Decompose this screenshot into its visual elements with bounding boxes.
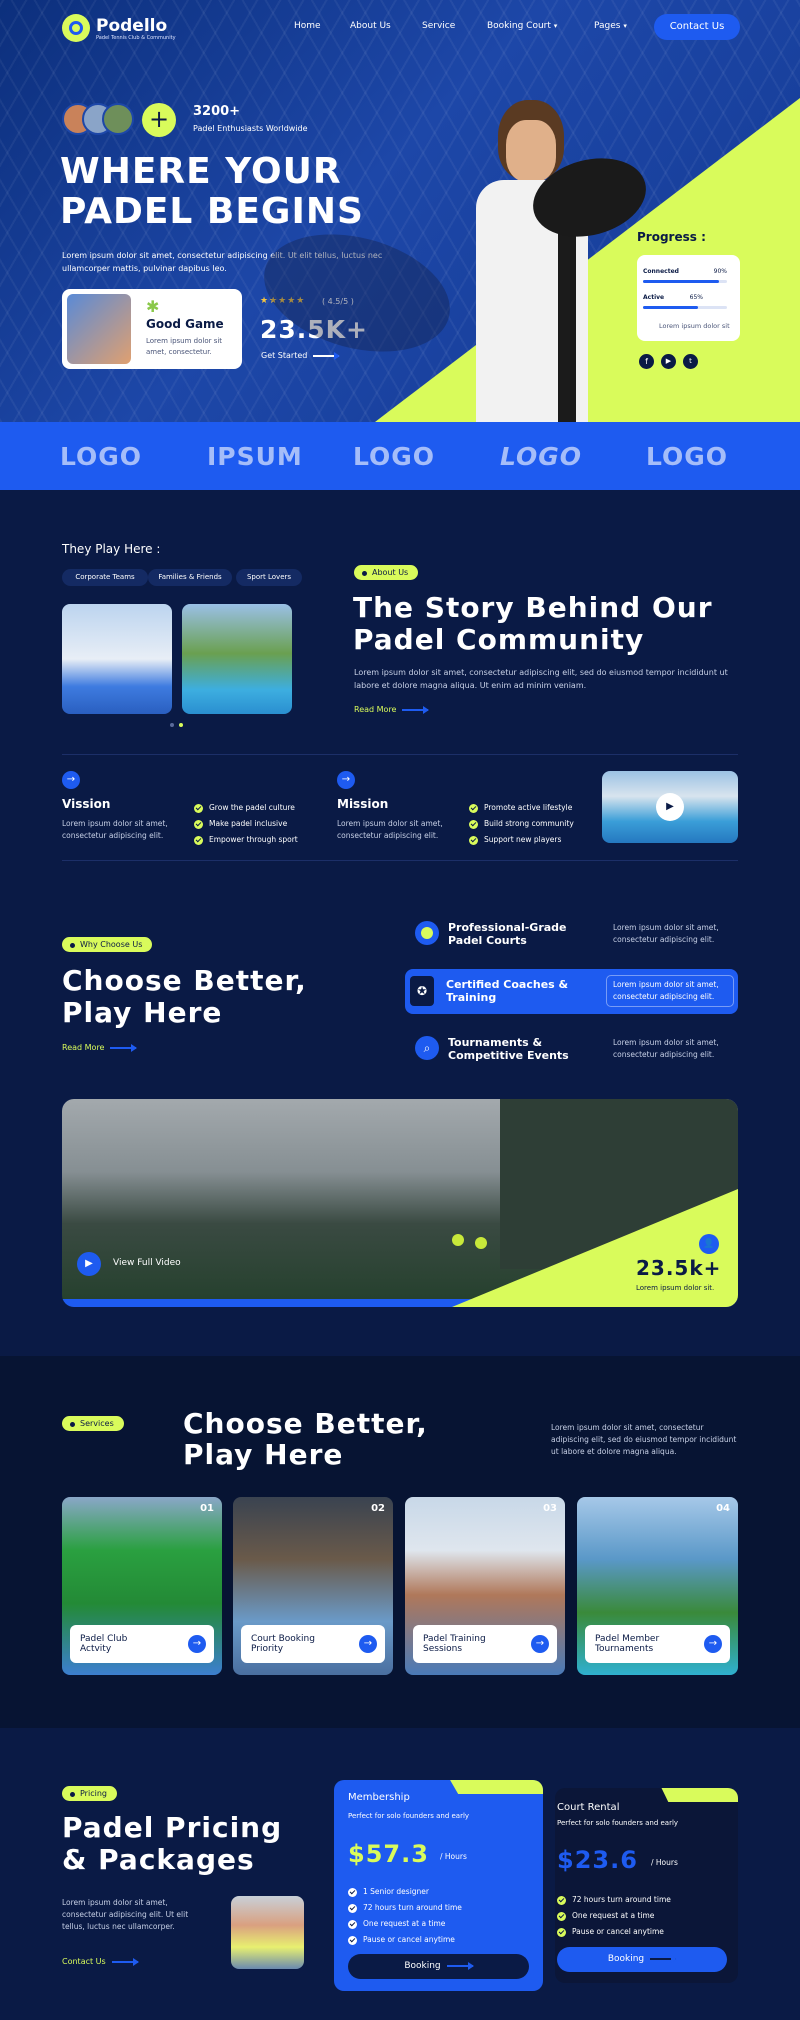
pricing-title-line1: Padel Pricing	[62, 1811, 283, 1844]
list-item-label: Empower through sport	[209, 835, 298, 844]
nav-service[interactable]: Service	[422, 21, 456, 31]
nav-booking-court[interactable]	[487, 21, 557, 31]
feature-description: Lorem ipsum dolor sit amet, consectetur adipiscing elit.	[613, 923, 719, 944]
pricing-description: Lorem ipsum dolor sit amet, consectetur adipiscing elit. Ut elit tellus, luctus nec ullamcorper.	[62, 1898, 189, 1931]
about-pill-label: About Us	[354, 565, 418, 580]
court-photo	[62, 604, 172, 714]
video-stat-label: Lorem ipsum dolor sit.	[636, 1284, 715, 1292]
why-read-more-link[interactable]	[62, 1043, 136, 1052]
card-accent	[442, 1780, 543, 1794]
slider-dot-active[interactable]	[179, 723, 183, 727]
list-item-label: Build strong community	[484, 819, 574, 828]
service-card[interactable]	[62, 1497, 222, 1675]
progress-note: Lorem ipsum dolor sit	[659, 322, 730, 330]
nav-about[interactable]: About Us	[350, 21, 391, 31]
partner-logo: LOGO	[60, 442, 143, 471]
brand-name[interactable]: Podello	[96, 16, 168, 36]
arrow-right-icon[interactable]: →	[62, 771, 80, 789]
list-item-label: 72 hours turn around time	[363, 1903, 462, 1912]
service-number: 02	[371, 1503, 385, 1514]
feature-title: Tournaments & Competitive Events	[448, 1036, 569, 1062]
read-more-label: Read More	[62, 1043, 105, 1052]
list-item	[348, 1884, 462, 1900]
list-item	[469, 832, 574, 848]
chevron-down-icon: ▾	[553, 22, 558, 30]
pricing-contact-link[interactable]	[62, 1957, 138, 1966]
star-rating-icon: ★★★★★	[260, 296, 306, 306]
search-icon: ⌕	[415, 1036, 439, 1060]
services-description: Lorem ipsum dolor sit amet, consectetur adipiscing elit, sed do eiusmod tempor incididunt ut labore et dolore magna aliqua.	[551, 1423, 737, 1456]
get-started-label: Get Started	[261, 351, 308, 360]
court-photo	[182, 604, 292, 714]
nav-home[interactable]: Home	[294, 21, 321, 31]
good-game-text: Lorem ipsum dolor sit amet, consectetur.	[146, 337, 223, 356]
pricing-pill-label: Pricing	[62, 1786, 117, 1801]
list-item	[469, 800, 574, 816]
why-title-line2: Play Here	[62, 996, 223, 1029]
plan-features	[557, 1892, 671, 1940]
list-item	[194, 800, 298, 816]
check-icon	[557, 1928, 566, 1937]
check-icon	[348, 1920, 357, 1929]
arrow-right-icon[interactable]: →	[188, 1635, 206, 1653]
services-pill-label: Services	[62, 1416, 124, 1431]
about-pill	[354, 560, 418, 580]
vision-list	[194, 800, 298, 848]
plan-name: Court Rental	[557, 1802, 620, 1813]
tag-chip[interactable]: Corporate Teams	[62, 569, 148, 586]
list-item-label: 72 hours turn around time	[572, 1895, 671, 1904]
brand-tagline: Padel Tennis Club & Community	[96, 35, 176, 41]
service-name	[80, 1634, 127, 1654]
service-label-box	[241, 1625, 385, 1663]
divider	[62, 860, 738, 861]
contact-us-button[interactable]: Contact Us	[654, 14, 740, 40]
about-title-line1: The Story Behind Our	[353, 591, 713, 624]
tennis-ball	[475, 1237, 487, 1249]
player-photo	[67, 294, 131, 364]
about-description: Lorem ipsum dolor sit amet, consectetur adipiscing elit, sed do eiusmod tempor incididunt ut labore et dolore magna aliqua. Ut enim ad minim veniam.	[354, 668, 728, 690]
service-name-line2: Sessions	[423, 1644, 463, 1654]
avatar	[102, 103, 134, 135]
arrow-right-icon[interactable]: →	[704, 1635, 722, 1653]
service-name-line1: Padel Club	[80, 1634, 128, 1644]
medal-icon: ✪	[410, 976, 434, 1006]
video-stat: 23.5k+	[636, 1256, 722, 1280]
list-item	[348, 1900, 462, 1916]
youtube-icon[interactable]: ▶	[661, 354, 676, 369]
list-item-label: Make padel inclusive	[209, 819, 288, 828]
list-item-label: Support new players	[484, 835, 562, 844]
list-item-label: Grow the padel culture	[209, 803, 295, 812]
plan-unit: / Hours	[440, 1852, 467, 1861]
service-card[interactable]	[233, 1497, 393, 1675]
about-title-line2: Padel Community	[353, 623, 645, 656]
plan-price: $57.3	[348, 1840, 429, 1868]
list-item	[348, 1932, 462, 1948]
check-icon	[469, 820, 478, 829]
hero-stat: 23.5K+	[260, 315, 369, 344]
logo-strip	[0, 422, 800, 490]
list-item-label: Pause or cancel anytime	[363, 1935, 455, 1944]
progress-value: 65%	[689, 294, 703, 301]
arrow-right-icon	[402, 709, 428, 711]
ball-icon	[415, 921, 439, 945]
they-play-heading: They Play Here :	[62, 542, 161, 556]
play-icon[interactable]: ▶	[656, 793, 684, 821]
slider-dot[interactable]	[170, 723, 174, 727]
list-item	[557, 1892, 671, 1908]
check-icon	[194, 820, 203, 829]
list-item	[557, 1908, 671, 1924]
hero-title	[60, 152, 364, 232]
nav-booking-court-label: Booking Court	[487, 21, 551, 31]
hero-player-image	[470, 100, 588, 422]
mission-title: Mission	[337, 797, 389, 811]
partner-logo: LOGO	[500, 442, 583, 471]
play-icon[interactable]: ▶	[77, 1252, 101, 1276]
service-name-line2: Actvity	[80, 1644, 112, 1654]
service-number: 04	[716, 1503, 730, 1514]
enthusiasts-count: 3200+	[193, 104, 241, 119]
services-title-line2: Play Here	[183, 1438, 344, 1471]
twitter-icon[interactable]: t	[683, 354, 698, 369]
about-title	[353, 592, 713, 656]
check-icon	[469, 804, 478, 813]
tag-chip[interactable]: Sport Lovers	[236, 569, 302, 586]
list-item	[469, 816, 574, 832]
mission-description: Lorem ipsum dolor sit amet, consectetur adipiscing elit.	[337, 819, 443, 840]
arrow-right-icon[interactable]: →	[531, 1635, 549, 1653]
pricing-player-photo	[231, 1896, 304, 1969]
check-icon	[348, 1904, 357, 1913]
hero-title-line1: WHERE YOUR	[60, 151, 342, 192]
plan-features	[348, 1884, 462, 1948]
arrow-right-icon	[447, 1965, 473, 1967]
contact-label: Contact Us	[62, 1957, 106, 1966]
feature-title: Certified Coaches & Training	[446, 978, 569, 1004]
list-item	[194, 816, 298, 832]
user-icon: 👤	[699, 1234, 719, 1254]
plan-name: Membership	[348, 1792, 410, 1803]
pricing-card-membership	[334, 1780, 543, 1991]
tennis-ball	[452, 1234, 464, 1246]
service-card[interactable]	[577, 1497, 738, 1675]
service-label-box	[585, 1625, 730, 1663]
feature-description: Lorem ipsum dolor sit amet, consectetur adipiscing elit.	[613, 980, 719, 1001]
service-name-line1: Court Booking	[251, 1634, 315, 1644]
list-item	[557, 1924, 671, 1940]
plan-price: $23.6	[557, 1846, 638, 1874]
good-game-title: Good Game	[146, 317, 224, 331]
arrow-right-icon[interactable]: →	[359, 1635, 377, 1653]
service-name	[423, 1634, 486, 1654]
enthusiasts-label: Padel Enthusiasts Worldwide	[193, 124, 308, 133]
arrow-right-icon[interactable]: →	[337, 771, 355, 789]
list-item	[348, 1916, 462, 1932]
why-title-line1: Choose Better,	[62, 964, 307, 997]
partner-logo: IPSUM	[207, 442, 303, 471]
progress-value: 90%	[713, 268, 727, 275]
racket-shadow	[251, 215, 463, 370]
check-icon	[194, 804, 203, 813]
progress-label: Connected	[643, 268, 679, 275]
service-number: 03	[543, 1503, 557, 1514]
vision-title: Vission	[62, 797, 111, 811]
divider	[62, 754, 738, 755]
partner-logo: LOGO	[646, 442, 729, 471]
pricing-title	[62, 1812, 282, 1876]
arrow-right-icon	[313, 355, 339, 357]
service-name	[595, 1634, 659, 1654]
progress-fill	[643, 280, 719, 283]
sparkle-icon: ✱	[146, 297, 160, 316]
service-name-line2: Tournaments	[595, 1644, 654, 1654]
arrow-right-icon	[112, 1961, 138, 1963]
facebook-icon[interactable]: f	[639, 354, 654, 369]
plus-icon[interactable]: +	[142, 103, 176, 137]
hero-section	[0, 0, 800, 422]
good-game-card[interactable]	[62, 289, 242, 369]
check-icon	[557, 1896, 566, 1905]
partner-logo: LOGO	[353, 442, 436, 471]
feature-description: Lorem ipsum dolor sit amet, consectetur adipiscing elit.	[613, 1038, 719, 1059]
progress-track	[643, 280, 727, 283]
booking-button[interactable]	[348, 1954, 529, 1979]
plan-subtitle: Perfect for solo founders and early	[557, 1819, 679, 1827]
booking-label: Booking	[607, 1954, 645, 1964]
check-icon	[557, 1912, 566, 1921]
service-name-line2: Priority	[251, 1644, 284, 1654]
check-icon	[348, 1936, 357, 1945]
brand-logo-icon[interactable]	[62, 14, 90, 42]
service-name-line1: Padel Member	[595, 1634, 660, 1644]
rating-text: ( 4.5/5 )	[322, 297, 354, 306]
list-item-label: Pause or cancel anytime	[572, 1927, 664, 1936]
services-title-line1: Choose Better,	[183, 1407, 428, 1440]
card-accent	[653, 1788, 738, 1802]
tag-chip[interactable]: Families & Friends	[148, 569, 232, 586]
hero-description: Lorem ipsum dolor sit amet, consectetur adipiscing elit. Ut elit tellus, luctus nec ullamcorper mattis, pulvinar dapibus leo.	[62, 251, 383, 273]
arrow-right-icon	[110, 1047, 136, 1049]
about-read-more-link[interactable]	[354, 705, 428, 714]
arrow-right-icon	[650, 1958, 676, 1960]
chevron-down-icon: ▾	[623, 22, 627, 30]
list-item-label: 1 Senior designer	[363, 1887, 430, 1896]
get-started-link[interactable]	[261, 351, 339, 360]
hero-title-line2: PADEL BEGINS	[60, 191, 364, 232]
why-pill	[62, 932, 152, 952]
service-label-box	[70, 1625, 214, 1663]
services-title	[183, 1408, 428, 1470]
list-item	[194, 832, 298, 848]
service-name	[251, 1634, 315, 1654]
list-item-label: One request at a time	[572, 1911, 655, 1920]
list-item-label: One request at a time	[363, 1919, 446, 1928]
progress-fill	[643, 306, 698, 309]
plan-unit: / Hours	[651, 1858, 678, 1867]
vision-description: Lorem ipsum dolor sit amet, consectetur adipiscing elit.	[62, 819, 168, 840]
pricing-pill	[62, 1781, 117, 1801]
video-thumbnail[interactable]	[602, 771, 738, 843]
progress-track	[643, 306, 727, 309]
booking-button[interactable]	[557, 1947, 727, 1972]
nav-pages[interactable]	[594, 21, 627, 31]
progress-label: Active	[643, 294, 665, 301]
list-item-label: Promote active lifestyle	[484, 803, 573, 812]
read-more-label: Read More	[354, 705, 397, 714]
mission-list	[469, 800, 574, 848]
check-icon	[348, 1888, 357, 1897]
service-card[interactable]	[405, 1497, 565, 1675]
service-label-box	[413, 1625, 557, 1663]
nav-pages-label: Pages	[594, 21, 621, 31]
why-title	[62, 965, 307, 1029]
pricing-title-line2: & Packages	[62, 1843, 255, 1876]
check-icon	[469, 836, 478, 845]
plan-subtitle: Perfect for solo founders and early	[348, 1812, 470, 1820]
service-number: 01	[200, 1503, 214, 1514]
pricing-card-court-rental	[555, 1788, 738, 1983]
progress-title: Progress :	[637, 230, 706, 244]
why-pill-label: Why Choose Us	[62, 937, 152, 952]
booking-label: Booking	[404, 1961, 441, 1971]
services-pill	[62, 1411, 124, 1431]
progress-card	[637, 255, 740, 341]
view-full-video-label[interactable]: View Full Video	[113, 1258, 181, 1268]
check-icon	[194, 836, 203, 845]
service-name-line1: Padel Training	[423, 1634, 486, 1644]
feature-title: Professional-Grade Padel Courts	[448, 921, 567, 947]
